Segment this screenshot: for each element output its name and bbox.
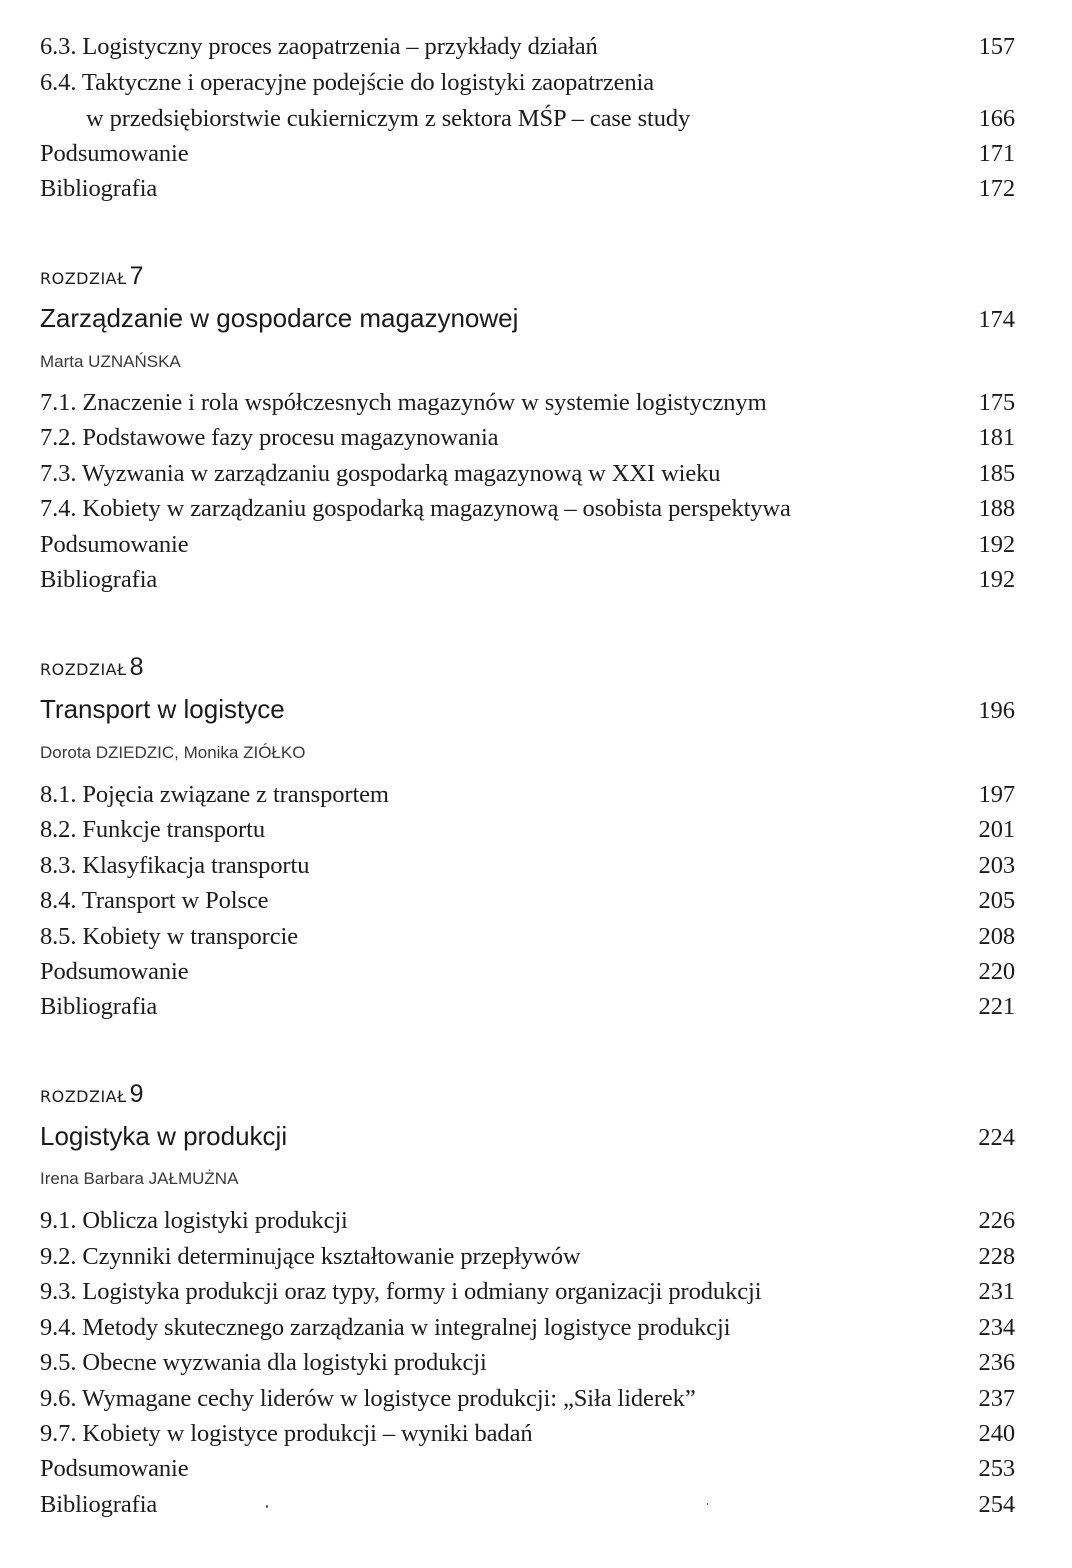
chapter-label	[40, 653, 144, 682]
toc-entry	[40, 1275, 1015, 1309]
toc-entry-page: 205	[978, 887, 1015, 914]
toc-entry-page: 157	[978, 33, 1015, 60]
toc-entry-page: 236	[978, 1349, 1015, 1376]
toc-entry-title: 9.3. Logistyka produkcji oraz typy, formy i odmiany organizacji produkcji	[40, 1278, 762, 1305]
toc-entry-page: 185	[978, 460, 1015, 487]
toc-entry-title: Bibliografia	[40, 1491, 158, 1518]
toc-entry-title: 7.2. Podstawowe fazy procesu magazynowania	[40, 424, 499, 451]
toc-entry-title: 7.3. Wyzwania w zarządzaniu gospodarką magazynową w XXI wieku	[40, 460, 721, 487]
toc-entry	[40, 1204, 1015, 1238]
toc-entry-page: 192	[978, 566, 1015, 593]
toc-entry-title: 8.5. Kobiety w transporcie	[40, 923, 298, 950]
toc-entry	[40, 457, 1015, 491]
toc-entry-page: 197	[978, 781, 1015, 808]
toc-entry-title: Podsumowanie	[40, 958, 189, 985]
toc-entry-title: 6.3. Logistyczny proces zaopatrzenia – przykłady działań	[40, 33, 598, 60]
toc-entry	[40, 492, 1015, 526]
toc-entry-title: Bibliografia	[40, 993, 158, 1020]
toc-entry-page: 221	[978, 993, 1015, 1020]
toc-entry-bibliography	[40, 563, 1015, 597]
chapter-page: 196	[978, 697, 1015, 724]
chapter-label	[40, 262, 144, 291]
chapter-title: Zarządzanie w gospodarce magazynowej	[40, 303, 519, 333]
toc-entry-title: Podsumowanie	[40, 140, 189, 167]
toc-entry-bibliography	[40, 172, 1015, 206]
chapter-number: 9	[129, 1080, 144, 1108]
toc-entry-title: 8.1. Pojęcia związane z transportem	[40, 781, 389, 808]
toc-entry-page: 203	[978, 852, 1015, 879]
toc-entry-page: 254	[978, 1491, 1015, 1518]
toc-entry	[40, 920, 1015, 954]
toc-entry-title: w przedsiębiorstwie cukierniczym z sektora MŚP – case study	[86, 105, 691, 132]
chapter-label-text: ROZDZIAŁ	[40, 660, 127, 679]
toc-entry-page: 181	[978, 424, 1015, 451]
scan-speck	[707, 1503, 708, 1505]
toc-entry-title: 7.4. Kobiety w zarządzaniu gospodarką magazynową – osobista perspektywa	[40, 495, 791, 522]
chapter-heading	[40, 303, 1015, 334]
toc-entry-summary	[40, 1452, 1015, 1486]
toc-entry-page: 166	[978, 105, 1015, 132]
toc-entry-title: 7.1. Znaczenie i rola współczesnych magazynów w systemie logistycznym	[40, 389, 767, 416]
toc-entry-page: 226	[978, 1207, 1015, 1234]
toc-entry-summary	[40, 137, 1015, 171]
scan-speck	[266, 1505, 268, 1508]
toc-entry-title: Bibliografia	[40, 566, 158, 593]
toc-entry	[40, 30, 1015, 64]
toc-entry-page: 234	[978, 1314, 1015, 1341]
chapter-authors: Irena Barbara JAŁMUŻNA	[40, 1169, 239, 1188]
toc-entry-page: 175	[978, 389, 1015, 416]
toc-entry-page: 240	[978, 1420, 1015, 1447]
toc-entry	[40, 1311, 1015, 1345]
toc-entry-page: 208	[978, 923, 1015, 950]
toc-entry-title: 9.1. Oblicza logistyki produkcji	[40, 1207, 348, 1234]
toc-entry-page: 192	[978, 531, 1015, 558]
toc-entry	[40, 1417, 1015, 1451]
chapter-authors: Marta UZNAŃSKA	[40, 352, 181, 371]
toc-entry	[40, 421, 1015, 455]
toc-entry	[40, 884, 1015, 918]
toc-entry	[40, 1346, 1015, 1380]
toc-entry-title: 9.5. Obecne wyzwania dla logistyki produkcji	[40, 1349, 487, 1376]
toc-entry-bibliography	[40, 1488, 1015, 1522]
toc-entry-continuation	[40, 102, 1015, 136]
toc-entry	[40, 849, 1015, 883]
toc-entry-page: 201	[978, 816, 1015, 843]
toc-entry	[40, 813, 1015, 847]
chapter-label	[40, 1080, 144, 1109]
toc-entry-page: 228	[978, 1243, 1015, 1270]
toc-entry-bibliography	[40, 990, 1015, 1024]
chapter-title: Transport w logistyce	[40, 694, 285, 724]
toc-entry	[40, 1240, 1015, 1274]
toc-entry-page: 188	[978, 495, 1015, 522]
toc-entry-title: 9.4. Metody skutecznego zarządzania w integralnej logistyce produkcji	[40, 1314, 731, 1341]
toc-entry	[40, 386, 1015, 420]
toc-entry-page: 171	[978, 140, 1015, 167]
chapter-label-text: ROZDZIAŁ	[40, 269, 127, 288]
toc-entry-title: 9.2. Czynniki determinujące kształtowanie przepływów	[40, 1243, 581, 1270]
toc-entry	[40, 778, 1015, 812]
toc-entry-title: 8.2. Funkcje transportu	[40, 816, 265, 843]
toc-entry-page: 231	[978, 1278, 1015, 1305]
chapter-label-text: ROZDZIAŁ	[40, 1087, 127, 1106]
toc-entry-page: 237	[978, 1385, 1015, 1412]
toc-entry-title: 8.4. Transport w Polsce	[40, 887, 269, 914]
toc-entry-page: 253	[978, 1455, 1015, 1482]
toc-entry-summary	[40, 955, 1015, 989]
chapter-page: 174	[978, 306, 1015, 333]
chapter-page: 224	[978, 1124, 1015, 1151]
toc-entry-title: 9.6. Wymagane cechy liderów w logistyce produkcji: „Siła liderek”	[40, 1385, 696, 1412]
toc-entry-title: 9.7. Kobiety w logistyce produkcji – wyniki badań	[40, 1420, 533, 1447]
toc-entry-title: 6.4. Taktyczne i operacyjne podejście do logistyki zaopatrzenia	[40, 69, 655, 96]
toc-entry-title: 8.3. Klasyfikacja transportu	[40, 852, 310, 879]
toc-entry-page: 220	[978, 958, 1015, 985]
chapter-authors: Dorota DZIEDZIC, Monika ZIÓŁKO	[40, 743, 306, 762]
toc-entry-page: 172	[978, 175, 1015, 202]
chapter-title: Logistyka w produkcji	[40, 1121, 288, 1151]
chapter-heading	[40, 694, 1015, 725]
chapter-heading	[40, 1121, 1015, 1152]
chapter-number: 8	[129, 653, 144, 681]
chapter-number: 7	[129, 262, 144, 290]
toc-entry	[40, 66, 1015, 100]
toc-entry	[40, 1382, 1015, 1416]
toc-entry-title: Bibliografia	[40, 175, 158, 202]
toc-entry-summary	[40, 528, 1015, 562]
toc-entry-title: Podsumowanie	[40, 1455, 189, 1482]
toc-entry-title: Podsumowanie	[40, 531, 189, 558]
